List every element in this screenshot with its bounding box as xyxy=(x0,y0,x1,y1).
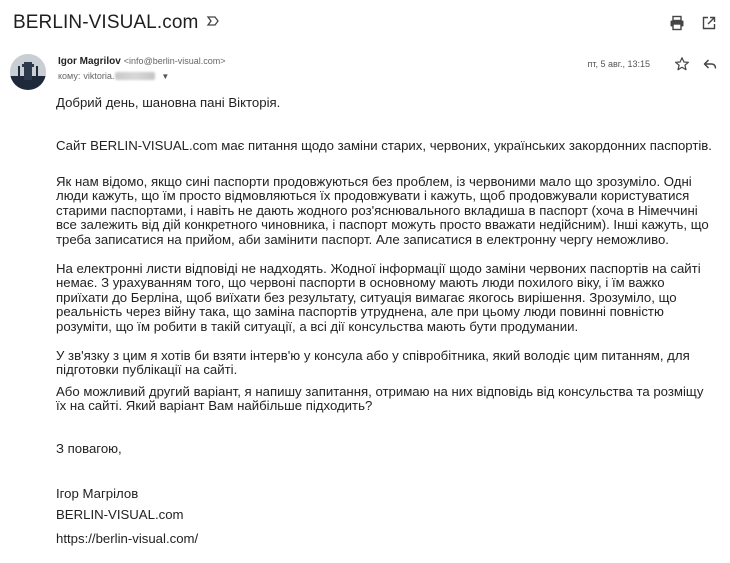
signature-url[interactable]: https://berlin-visual.com/ xyxy=(56,531,199,546)
signature-site: BERLIN-VISUAL.com xyxy=(56,507,184,522)
to-label: кому: xyxy=(58,71,81,81)
paragraph-1: Сайт BERLIN-VISUAL.com має питання щодо заміни старих, червоних, українських закордонних паспортів. xyxy=(56,138,712,153)
star-icon[interactable] xyxy=(672,54,692,74)
top-actions xyxy=(666,12,720,34)
recipient-name: viktoria. xyxy=(83,71,115,81)
greeting: Добрий день, шановна пані Вікторія. xyxy=(56,95,281,110)
sender-email: <info@berlin-visual.com> xyxy=(123,56,226,66)
recipient-redacted xyxy=(115,72,155,80)
sender-name xyxy=(58,56,225,67)
paragraph-3: На електронні листи відповіді не надходять. Жодної інформації щодо заміни червоних паспортів на сайті немає. З урахуванням того, що червоні паспорти в основному мають люди похилого віку, і їм важко приїхати до Берліна, щоб виїхати без результату, ситуація вимагає якогось вирішення. Зрозуміло, що реальність через війну така, що заміна паспортів утруднена, але при цьому люди повинні повністю розуміти, що їм робити в такій ситуації, а всі дії консульства мають бути продумании. xyxy=(56,261,701,334)
message-meta xyxy=(588,54,721,74)
reply-icon[interactable] xyxy=(700,54,720,74)
sender-name-text: Igor Magrilov xyxy=(58,56,121,67)
open-in-new-window-icon[interactable] xyxy=(698,12,720,34)
recipient-line[interactable] xyxy=(58,71,169,81)
sender-row xyxy=(10,54,720,94)
paragraph-5: Або можливий другий варіант, я напишу запитання, отримаю на них відповідь від консульства та розміщу їх на сайті. Який варіант Вам найбільше підходить? xyxy=(56,384,704,414)
closing: З повагою, xyxy=(56,441,122,456)
label-importance-icon[interactable] xyxy=(206,14,220,33)
message-date: пт, 5 авг., 13:15 xyxy=(587,59,650,69)
avatar-icon[interactable] xyxy=(10,54,46,90)
subject-row xyxy=(13,10,720,36)
paragraph-2: Як нам відомо, якщо сині паспорти продовжуються без проблем, із червоними мало що зрозуміло. Одні люди кажуть, що їм просто відмовляються їх продовжувати і кажуть, щоб продовжували користуватися старими паспортами, і навіть не дають жодного роз'яснювального вкладиша в паспорт (хоча в Німеччині все залежить від дій конкретного чиновника, і паспорт можуть просто вважати недійсним). Інші кажуть, що треба записатися на прийом, аби замінити паспорт. Але записатися в електронну чергу неможливо. xyxy=(56,174,709,247)
paragraph-4: У зв'язку з цим я хотів би взяти інтерв'ю у консула або у співробітника, який володіє цим питанням, для підготовки публікації на сайті. xyxy=(56,348,690,378)
chevron-down-icon[interactable]: ▼ xyxy=(161,71,170,81)
email-subject: BERLIN-VISUAL.com xyxy=(13,12,199,33)
print-icon[interactable] xyxy=(666,12,688,34)
signature-name: Ігор Магрілов xyxy=(56,486,139,501)
